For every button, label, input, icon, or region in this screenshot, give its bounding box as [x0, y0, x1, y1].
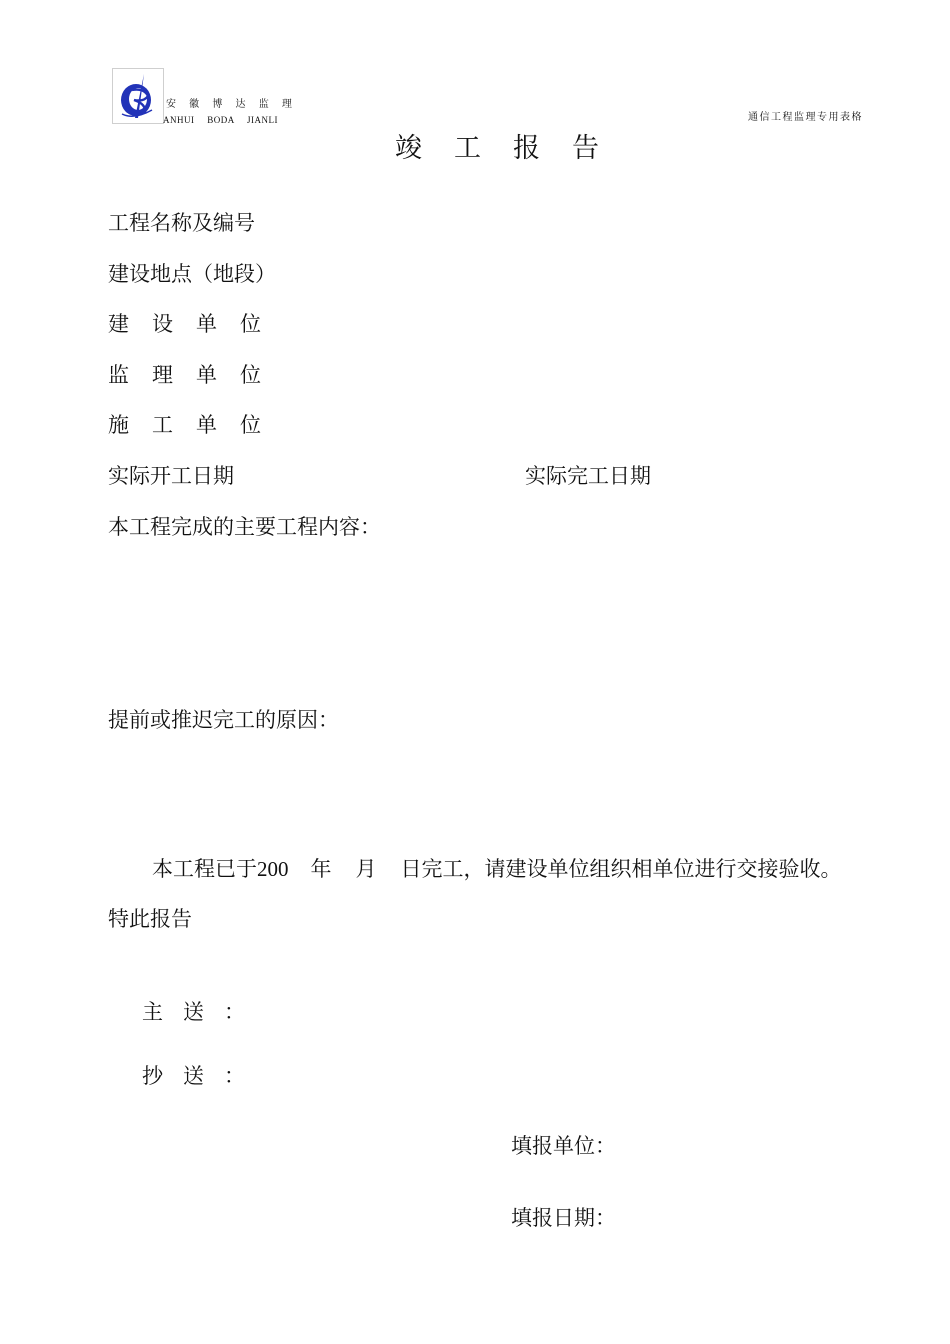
statement-rest: 日完工，请建设单位组织相单位进行交接验收。 [400, 857, 842, 881]
page-title: 竣工报告 [395, 133, 631, 164]
actual-finish-date-label: 实际完工日期 [525, 464, 651, 488]
statement-part1: 本工程已于 [152, 857, 257, 881]
builder-unit-label: 施工单位 [108, 413, 284, 437]
delay-reason-label: 提前或推迟完工的原因： [108, 708, 339, 732]
actual-start-date-label: 实际开工日期 [108, 464, 234, 488]
copy-send-label: 抄送： [142, 1064, 265, 1088]
statement-year: 200 [257, 857, 289, 881]
filing-unit-label: 填报单位： [511, 1134, 616, 1158]
construction-unit-label: 建设单位 [108, 312, 284, 336]
location-label: 建设地点（地段） [108, 262, 276, 286]
company-logo-icon [114, 70, 162, 122]
main-send-label: 主送： [142, 1000, 265, 1024]
filing-date-label: 填报日期： [511, 1206, 616, 1230]
project-name-label: 工程名称及编号 [108, 211, 255, 235]
statement-year-unit: 年 [310, 857, 332, 881]
supervision-unit-label: 监理单位 [108, 363, 284, 387]
main-content-label: 本工程完成的主要工程内容： [108, 515, 381, 539]
completion-statement [152, 859, 842, 880]
statement-month-unit: 月 [355, 857, 377, 881]
form-type-note: 通信工程监理专用表格 [748, 112, 863, 123]
report-closing: 特此报告 [108, 907, 192, 931]
logo-english-text: ANHUI BODA JIANLI [163, 115, 278, 125]
logo-chinese-text: 安 徽 博 达 监 理 [166, 99, 297, 110]
